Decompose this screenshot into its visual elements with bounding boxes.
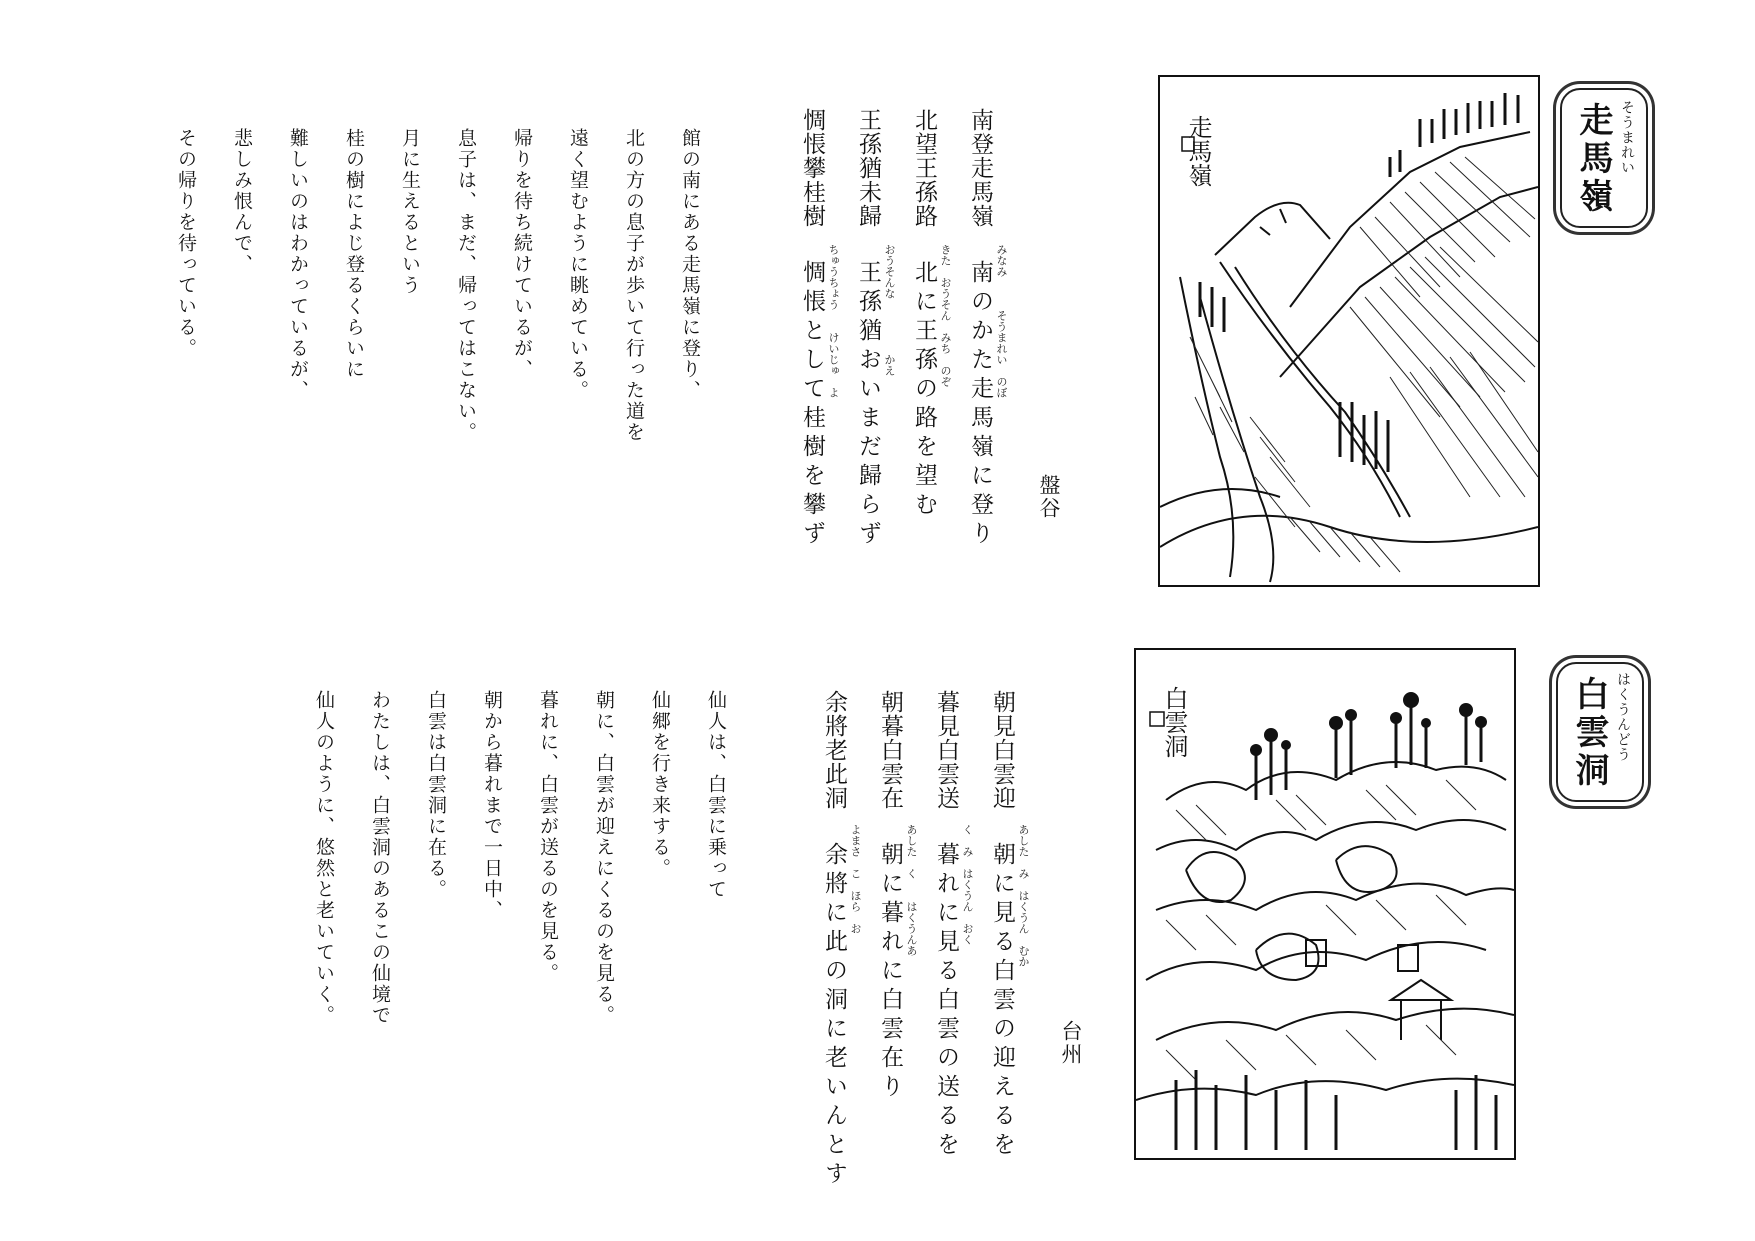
- kanshi-line: 王孫猶未歸: [855, 108, 881, 228]
- yomikudashi-line: 北に王孫の路を望む: [911, 260, 937, 521]
- translation-line: 帰りを待ち続けているが、: [511, 128, 533, 380]
- translation-line: わたしは、白雲洞のあるこの仙境で: [369, 690, 391, 1026]
- translation-line: 遠く望むように眺めている。: [567, 128, 589, 401]
- kanshi-line: 南登走馬嶺: [967, 108, 993, 228]
- picture-caption: 走馬嶺: [1184, 115, 1212, 187]
- translation-line: 仙人は、白雲に乗って: [705, 690, 727, 900]
- ruby-line: おうそんな かえ: [883, 244, 896, 376]
- poem-author: 盤谷: [1037, 474, 1061, 520]
- translation-line: 仙郷を行き来する。: [649, 690, 671, 879]
- yomikudashi-line: 朝に暮れに白雲在り: [877, 842, 903, 1103]
- translation-line: 北の方の息子が歩いて行った道を: [623, 128, 645, 443]
- translation-line: 難しいのはわかっているが、: [287, 128, 309, 401]
- kanshi-line: 朝見白雲迎: [989, 690, 1015, 810]
- yomikudashi-line: 王孫猶おいまだ歸らず: [855, 260, 881, 550]
- translation-line: 朝から暮れまで一日中、: [481, 690, 503, 921]
- poem-title-ruby: はくうんどう: [1615, 672, 1631, 762]
- kanshi-line: 朝暮白雲在: [877, 690, 903, 810]
- ruby-line: ちゅうちょう けいじゅ よ: [827, 244, 840, 398]
- yomikudashi-line: 南のかた走馬嶺に登り: [967, 260, 993, 550]
- translation-line: 月に生えるという: [399, 128, 421, 296]
- cloud-cave-illustration: [1134, 648, 1516, 1160]
- poem-section-hakuundou: [0, 620, 1755, 1241]
- yomikudashi-line: 惆悵として桂樹を攀ず: [799, 260, 825, 550]
- translation-line: 館の南にある走馬嶺に登り、: [679, 128, 701, 401]
- translation-line: 悲しみ恨んで、: [231, 128, 253, 275]
- translation-line: 暮れに、白雲が送るのを見る。: [537, 690, 559, 984]
- kanshi-line: 暮見白雲送: [933, 690, 959, 810]
- translation-line: その帰りを待っている。: [175, 128, 197, 359]
- translation-line: 桂の樹によじ登るくらいに: [343, 128, 365, 380]
- picture-caption: 白雲洞: [1160, 686, 1188, 758]
- poem-section-soumarei: [0, 0, 1755, 620]
- poem-title: 走馬嶺: [1573, 102, 1613, 216]
- mountain-pass-illustration: [1158, 75, 1540, 587]
- poem-title: 白雲洞: [1569, 676, 1609, 790]
- yomikudashi-line: 朝に見る白雲の迎えるを: [989, 842, 1015, 1161]
- kanshi-line: 北望王孫路: [911, 108, 937, 228]
- ruby-line: みなみ そうまれい のぼ: [995, 244, 1008, 398]
- ruby-line: よまさ こ ほら お: [849, 824, 862, 934]
- yomikudashi-line: 余將に此の洞に老いんとす: [821, 842, 847, 1190]
- kanshi-line: 余將老此洞: [821, 690, 847, 810]
- poem-title-plate: [1560, 88, 1648, 228]
- translation-line: 白雲は白雲洞に在る。: [425, 690, 447, 900]
- ruby-line: く み はくうん おく: [961, 824, 974, 945]
- poem-title-plate: [1556, 662, 1644, 802]
- ruby-line: きた おうそん みち のぞ: [939, 244, 952, 387]
- poem-title-ruby: そうまれい: [1619, 100, 1635, 175]
- ruby-line: あした み はくうん むか: [1017, 824, 1030, 967]
- translation-line: 息子は、まだ、帰ってはこない。: [455, 128, 477, 443]
- poem-author: 台州: [1059, 1020, 1083, 1066]
- yomikudashi-line: 暮れに見る白雲の送るを: [933, 842, 959, 1161]
- ruby-line: あした く はくうんあ: [905, 824, 918, 956]
- kanshi-line: 惆悵攀桂樹: [799, 108, 825, 228]
- translation-line: 朝に、白雲が迎えにくるのを見る。: [593, 690, 615, 1026]
- translation-line: 仙人のように、悠然と老いていく。: [313, 690, 335, 1026]
